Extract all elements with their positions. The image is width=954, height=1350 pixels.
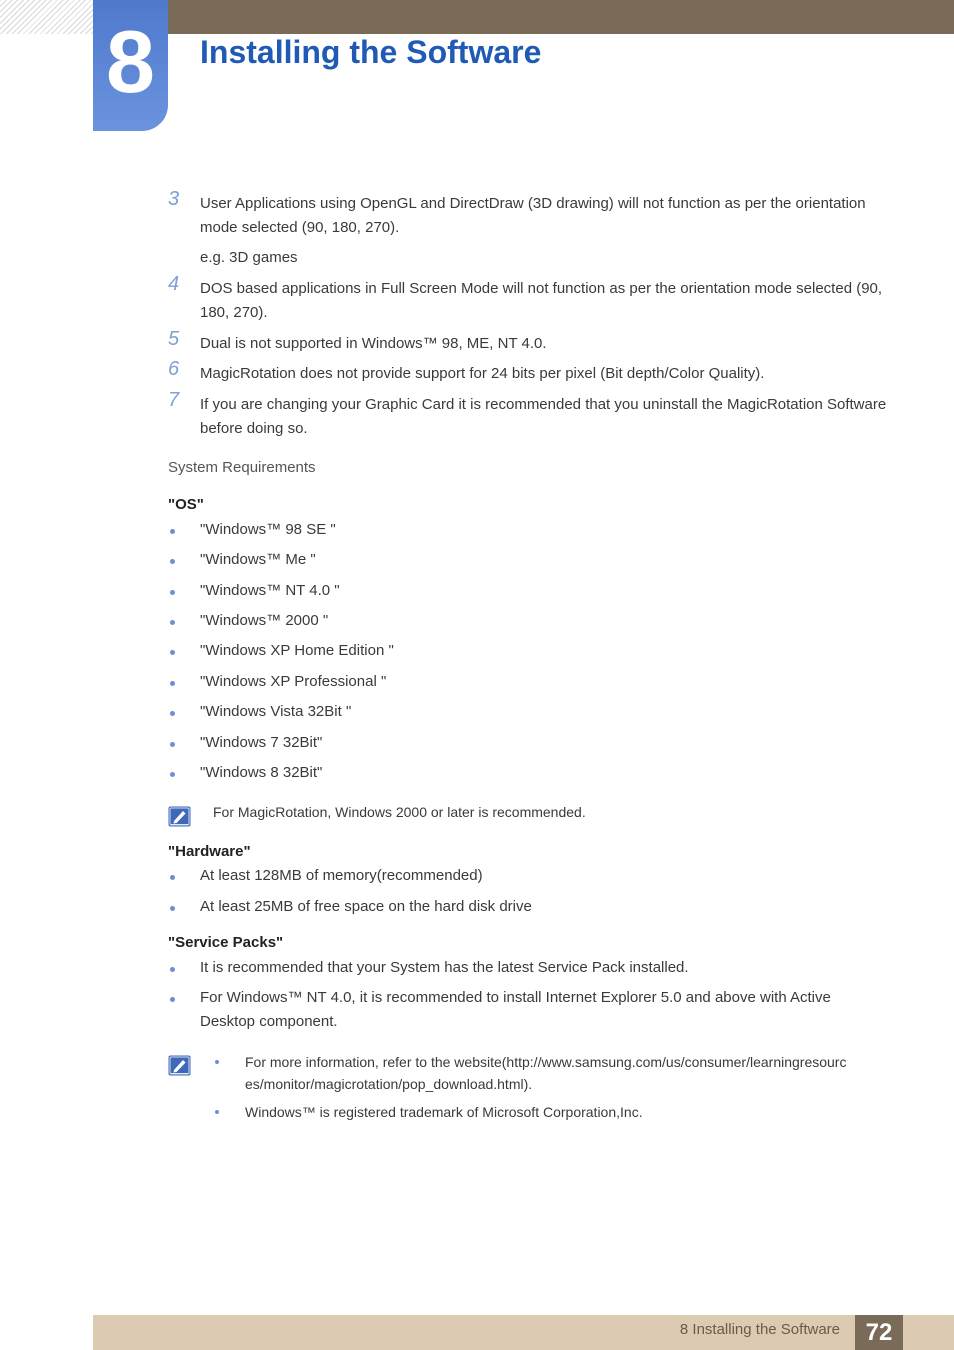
bullet-dot	[215, 1060, 219, 1064]
bullet-dot	[170, 559, 175, 564]
numbered-item-4	[168, 273, 888, 325]
item-text: MagicRotation does not provide support for 24 bits per pixel (Bit depth/Color Quality).	[200, 365, 765, 382]
bullet-dot	[170, 875, 175, 880]
item-number: 7	[168, 389, 180, 411]
list-item: "Windows XP Home Edition "	[168, 639, 868, 663]
list-item: "Windows™ Me "	[168, 548, 868, 572]
bullet-dot	[215, 1110, 219, 1114]
list-item: "Windows XP Professional "	[168, 670, 868, 694]
group-heading-os: "OS"	[168, 496, 204, 513]
item-number: 6	[168, 358, 180, 380]
bullet-dot	[170, 529, 175, 534]
page-number: 72	[855, 1315, 903, 1350]
list-item: "Windows™ NT 4.0 "	[168, 579, 868, 603]
item-text: DOS based applications in Full Screen Mode will not function as per the orientation mode selected (90, 180, 270).	[200, 280, 883, 321]
item-text: If you are changing your Graphic Card it is recommended that you uninstall the MagicRotation Software before doing so.	[200, 396, 887, 437]
numbered-item-6	[168, 358, 888, 386]
section-title-system-requirements: System Requirements	[168, 459, 316, 476]
note-list-item: For more information, refer to the website(http://www.samsung.com/us/consumer/learningresources/monitor/magicrotation/pop_download.html).	[213, 1051, 853, 1095]
chapter-number-badge: 8	[93, 0, 168, 131]
bullet-dot	[170, 742, 175, 747]
list-item: "Windows™ 2000 "	[168, 609, 868, 633]
list-item: At least 128MB of memory(recommended)	[168, 864, 868, 888]
item-text: User Applications using OpenGL and DirectDraw (3D drawing) will not function as per the orientation mode selected (90, 180, 270).	[200, 195, 866, 236]
bullet-dot	[170, 772, 175, 777]
item-number: 3	[168, 188, 180, 210]
list-item: "Windows 7 32Bit"	[168, 731, 868, 755]
bullet-dot	[170, 650, 175, 655]
bullet-dot	[170, 681, 175, 686]
list-item: "Windows™ 98 SE "	[168, 518, 868, 542]
footer-chapter-label: 8 Installing the Software	[679, 1321, 840, 1338]
bullet-dot	[170, 967, 175, 972]
note-list-item: Windows™ is registered trademark of Microsoft Corporation,Inc.	[213, 1101, 853, 1123]
list-item: At least 25MB of free space on the hard disk drive	[168, 895, 868, 919]
group-heading-hardware: "Hardware"	[168, 843, 251, 860]
item-number: 4	[168, 273, 180, 295]
list-item: For Windows™ NT 4.0, it is recommended to install Internet Explorer 5.0 and above with Active Desktop component.	[168, 986, 868, 1034]
header-hatch-decoration	[0, 0, 93, 34]
group-heading-service-packs: "Service Packs"	[168, 934, 284, 951]
list-item: "Windows 8 32Bit"	[168, 761, 868, 785]
item-number: 5	[168, 328, 180, 350]
bullet-dot	[170, 906, 175, 911]
numbered-item-5	[168, 328, 888, 356]
list-item: It is recommended that your System has the latest Service Pack installed.	[168, 956, 868, 980]
numbered-item-7	[168, 389, 888, 441]
numbered-item-3	[168, 188, 888, 240]
bullet-dot	[170, 711, 175, 716]
bullet-dot	[170, 997, 175, 1002]
bullet-dot	[170, 620, 175, 625]
note-text: For MagicRotation, Windows 2000 or later is recommended.	[213, 804, 586, 820]
list-item: "Windows Vista 32Bit "	[168, 700, 868, 724]
header-bar	[168, 0, 954, 34]
chapter-title: Installing the Software	[200, 34, 542, 70]
note-pencil-icon	[168, 806, 191, 827]
item-text: Dual is not supported in Windows™ 98, ME, NT 4.0.	[200, 335, 547, 352]
note-pencil-icon	[168, 1055, 191, 1076]
bullet-dot	[170, 590, 175, 595]
item-example: e.g. 3D games	[200, 249, 298, 266]
